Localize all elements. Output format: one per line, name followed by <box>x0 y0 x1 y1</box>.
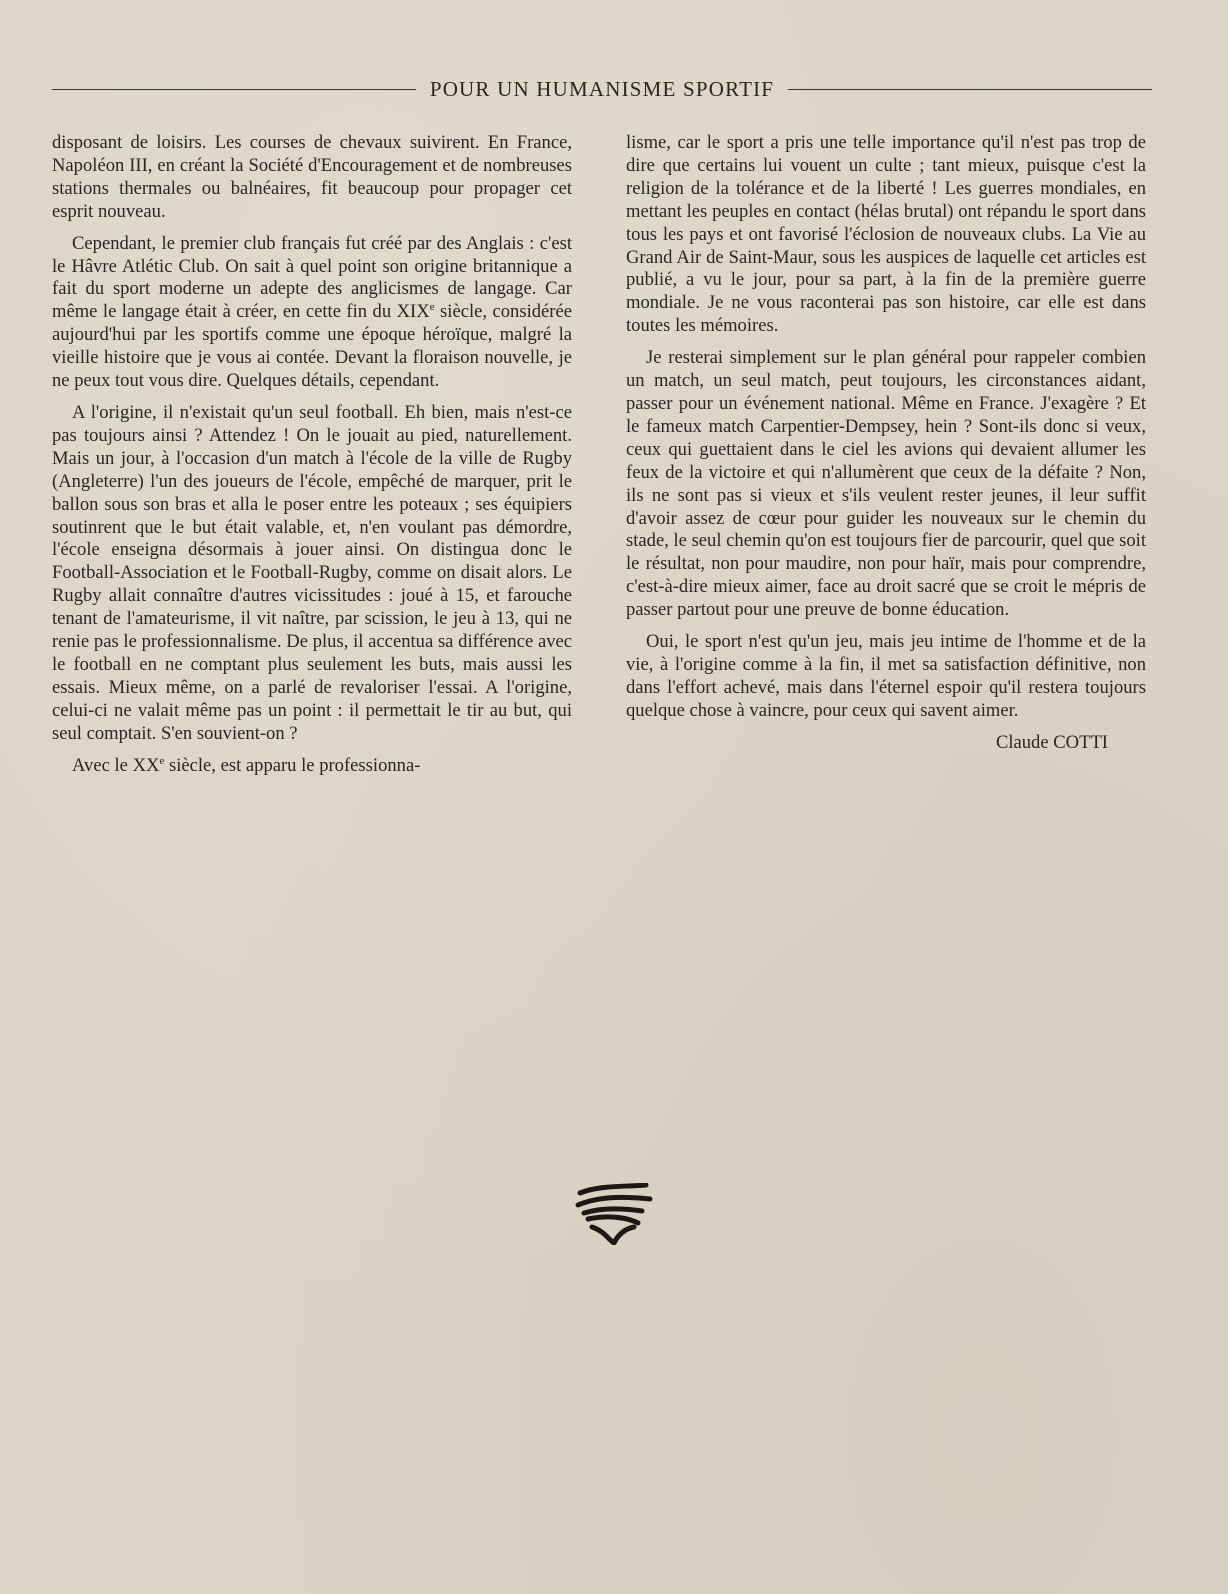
paragraph: Je resterai simplement sur le plan général pour rappeler combien un match, un seul match, peut toujours, les circonstances aidant, passer pour un événement national. Même en France. J'exagère ? Et le fameux match Carpentier-Dempsey, hein ? Sont-ils donc si veux, ceux qui guettaient dans le ciel les avions qui devaient allumer les feux de la victoire et qui n'allumèrent que ceux de la défaite ? Non, ils ne sont pas si vieux et s'ils veulent rester jeunes, il leur suffit d'avoir assez de cœur pour guider les nouveaux sur le chemin du stade, le seul chemin qu'on est toujours fier de parcourir, quel que soit le résultat, non pour maudire, non pour haïr, mais pour comprendre, c'est-à-dire mieux aimer, face au droit sacré que se croit le mépris de passer partout pour une preuve de bonne éducation. <box>626 347 1146 621</box>
paragraph: disposant de loisirs. Les courses de chevaux suivirent. En France, Napoléon III, en créant la Société d'Encouragement et de nombreuses stations thermales ou balnéaires, fit beaucoup pour propager cet esprit nouveau. <box>52 132 572 222</box>
superscript: e <box>159 754 165 767</box>
paragraph: lisme, car le sport a pris une telle importance qu'il n'est pas trop de dire que certains lui vouent un culte ; tant mieux, puisque c'est la religion de la tolérance et de la liberté ! Les guerres mondiales, en mettant les peuples en contact (hélas brutal) ont répandu le sport dans tous les pays et ont favorisé l'éclosion de nouveaux clubs. La Vie au Grand Air de Saint-Maur, sous les auspices de laquelle cet articles est publié, a vu le jour, pour sa part, à la fin de la première guerre mondiale. Je ne vous raconterai pas son histoire, car elle est dans toutes les mémoires. <box>626 132 1146 337</box>
paragraph-text: siècle, est apparu le professionna- <box>168 754 421 776</box>
page-title: POUR UN HUMANISME SPORTIF <box>429 76 775 101</box>
header-rule-right <box>788 89 1152 90</box>
running-head <box>52 74 1152 104</box>
paragraph-text: siècle, considérée aujourd'hui par les sportifs comme une époque héroïque, malgré la vieille histoire que je vous ai contée. Devant la floraison nouvelle, je ne peux tout vous dire. Quelques détails, cependant. <box>52 301 572 392</box>
author-signature: Claude COTTI <box>995 731 1108 753</box>
paragraph: Oui, le sport n'est qu'un jeu, mais jeu intime de l'homme et de la vie, à l'origine comme à la fin, il met sa satisfaction définitive, non dans l'effort achevé, mais dans l'éternel espoir qu'il restera toujours quelque chose à vaincre, pour ceux qui savent aimer. <box>626 631 1146 721</box>
paragraph-text: Cependant, le premier club français fut créé par des Anglais : c'est le Hâvre Atlétic Club. On sait à quel point son origine britannique a fait du sport moderne un adepte des anglicismes de langage. Car même le langage était à créer, en cette fin du XIX <box>52 232 572 323</box>
left-column <box>52 132 572 786</box>
paragraph-text: Avec le XX <box>72 754 160 776</box>
header-rule-left <box>52 89 416 90</box>
paragraph <box>52 755 572 778</box>
superscript: e <box>429 301 435 314</box>
right-column <box>626 132 1146 755</box>
paragraph <box>52 233 572 393</box>
paragraph: A l'origine, il n'existait qu'un seul football. Eh bien, mais n'est-ce pas toujours ainsi ? Attendez ! On le jouait au pied, naturellement. Mais un jour, à l'occasion d'un match à l'école de la ville de Rugby (Angleterre) l'un des joueurs de l'école, empêché de marquer, prit le ballon sous son bras et alla le poser entre les poteaux ; ses équipiers soutinrent que le but était valable, et, n'en voulant pas démordre, l'école enseigna désormais à jouer ainsi. On distingua donc le Football-Association et le Football-Rugby, comme on disait alors. Le Rugby allait connaître d'autres vicissitudes : joué à 15, et farouche tenant de l'amateurisme, il vit naître, par scission, le jeu à 13, qui ne renie pas le professionnalisme. De plus, il accentua sa différence avec le football en ne comptant plus seulement les buts, mais aussi les essais. Mieux même, on a parlé de revaloriser l'essai. A l'origine, celui-ci ne valait même pas un point : il permettait le tir au but, qui seul comptait. S'en souvient-on ? <box>52 401 572 744</box>
squiggle-ornament-icon <box>574 1183 656 1245</box>
